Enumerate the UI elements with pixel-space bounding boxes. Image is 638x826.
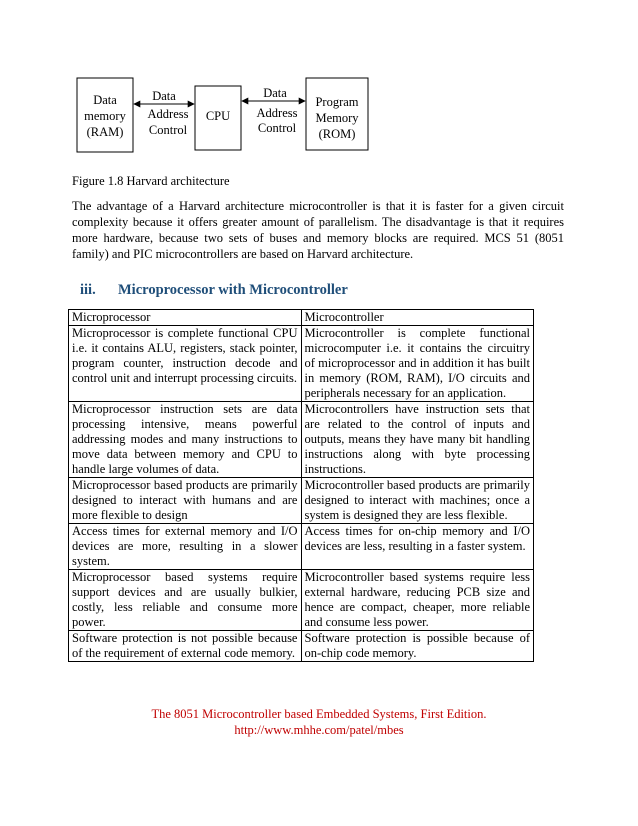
table-row bbox=[69, 478, 534, 524]
right-bus-address-label: Address bbox=[256, 106, 298, 120]
microprocessor-cell: Microprocessor based systems require support devices and are usually bulkier, costly, less reliable and consume more power. bbox=[69, 570, 302, 631]
program-memory-line-1: Program bbox=[315, 95, 359, 109]
microprocessor-cell: Access times for external memory and I/O devices are more, resulting in a slower system. bbox=[69, 524, 302, 570]
section-number: iii. bbox=[80, 282, 96, 298]
header-microprocessor: Microprocessor bbox=[69, 310, 302, 326]
table-header-row bbox=[69, 310, 534, 326]
microcontroller-cell: Access times for on-chip memory and I/O devices are less, resulting in a faster system. bbox=[301, 524, 534, 570]
program-memory-line-2: Memory bbox=[315, 111, 359, 125]
left-bus-control-label: Control bbox=[148, 123, 188, 137]
footer-book-title: The 8051 Microcontroller based Embedded Systems, First Edition. bbox=[151, 707, 487, 721]
section-heading bbox=[80, 282, 348, 299]
right-bus-control-label: Control bbox=[257, 121, 297, 135]
cpu-label: CPU bbox=[205, 109, 231, 123]
microcontroller-cell: Microcontroller based products are primarily designed to interact with machines; once a system is designed they are less flexible. bbox=[301, 478, 534, 524]
program-memory-label bbox=[306, 94, 368, 142]
page-footer bbox=[0, 706, 638, 738]
program-memory-line-3: (ROM) bbox=[318, 127, 356, 141]
left-bus-data-label: Data bbox=[152, 89, 176, 103]
data-memory-label bbox=[79, 92, 131, 140]
harvard-architecture-diagram bbox=[0, 0, 638, 165]
data-memory-line-2: memory bbox=[84, 109, 126, 123]
microprocessor-cell: Microprocessor is complete functional CPU i.e. it contains ALU, registers, stack pointer, program counter, instruction decode and control unit and interrupt processing circuits. bbox=[69, 326, 302, 402]
microcontroller-cell: Microcontrollers have instruction sets that are related to the control of inputs and outputs, means they have many bit handling instructions along with byte processing instructions. bbox=[301, 402, 534, 478]
comparison-table bbox=[68, 309, 534, 662]
footer-url: http://www.mhhe.com/patel/mbes bbox=[234, 723, 404, 737]
microcontroller-cell: Microcontroller based systems require less external hardware, reducing PCB size and hence are compact, cheaper, more reliable and consume less power. bbox=[301, 570, 534, 631]
table-row bbox=[69, 524, 534, 570]
figure-caption: Figure 1.8 Harvard architecture bbox=[72, 174, 230, 188]
microprocessor-cell: Microprocessor instruction sets are data processing intensive, means powerful addressing modes and many instructions to move data between memory and CPU to handle large volumes of data. bbox=[69, 402, 302, 478]
data-memory-line-3: (RAM) bbox=[86, 125, 124, 139]
table-row bbox=[69, 570, 534, 631]
data-memory-line-1: Data bbox=[93, 93, 117, 107]
right-bus-data-label: Data bbox=[263, 86, 287, 100]
microcontroller-cell: Microcontroller is complete functional microcomputer i.e. it contains the circuitry of microprocessor and in addition it has built in memory (ROM, RAM), I/O circuits and peripherals necessary for an application. bbox=[301, 326, 534, 402]
section-title: Microprocessor with Microcontroller bbox=[118, 282, 348, 298]
table-row bbox=[69, 631, 534, 662]
left-bus-address-label: Address bbox=[147, 107, 189, 121]
microprocessor-cell: Software protection is not possible because of the requirement of external code memory. bbox=[69, 631, 302, 662]
microprocessor-cell: Microprocessor based products are primarily designed to interact with humans and are more flexible to design bbox=[69, 478, 302, 524]
table-row bbox=[69, 402, 534, 478]
microcontroller-cell: Software protection is possible because of on-chip code memory. bbox=[301, 631, 534, 662]
body-paragraph: The advantage of a Harvard architecture microcontroller is that it is faster for a given circuit complexity because it offers greater amount of parallelism. The disadvantage is that it requires more hardware, because two sets of buses and memory blocks are required. MCS 51 (8051 family) and PIC microcontrollers are based on Harvard architecture. bbox=[72, 199, 564, 261]
header-microcontroller: Microcontroller bbox=[301, 310, 534, 326]
table-row bbox=[69, 326, 534, 402]
